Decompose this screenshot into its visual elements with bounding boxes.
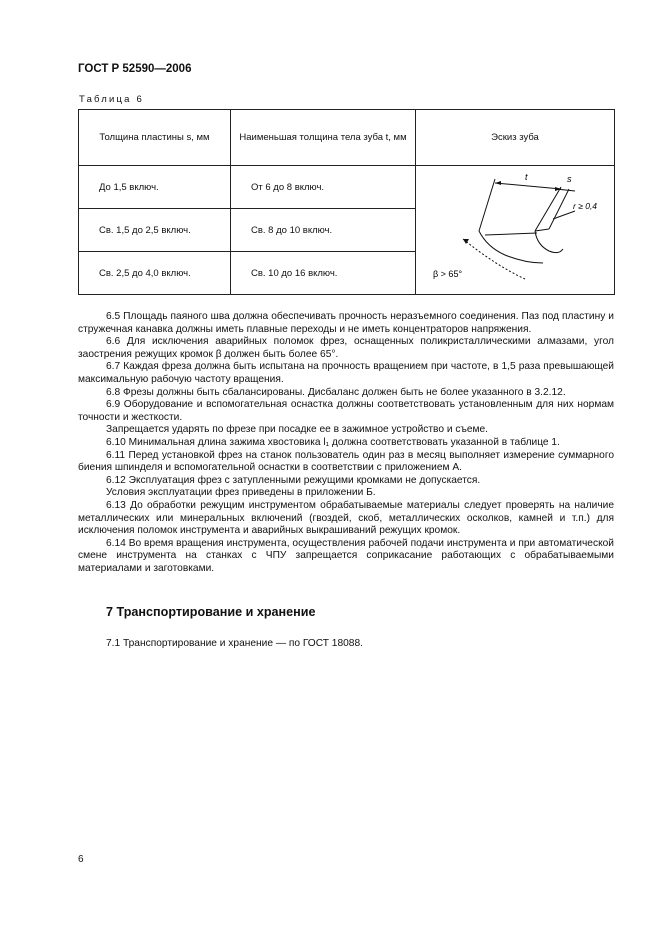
table-cell: От 6 до 8 включ.: [231, 166, 416, 209]
column-header: Наименьшая толщина тела зуба t, мм: [231, 110, 416, 166]
table-cell: Св. 8 до 10 включ.: [231, 209, 416, 252]
tooth-sketch: [425, 169, 605, 289]
arrow-head: [495, 181, 501, 185]
tooth-back-edge: [479, 179, 495, 231]
page-number: 6: [78, 854, 84, 865]
table-row: [79, 166, 615, 209]
table-caption: Таблица 6: [79, 94, 144, 105]
table-6: [78, 109, 615, 295]
plate-tip: [535, 229, 549, 231]
label-beta: β > 65°: [433, 268, 463, 279]
label-radius: r ≥ 0,4: [573, 200, 598, 211]
table-header-row: [79, 110, 615, 166]
plate-front: [549, 189, 569, 229]
paragraph-7-1: 7.1 Транспортирование и хранение — по ГОСТ 18088.: [106, 638, 363, 649]
beta-ray: [485, 233, 537, 235]
standard-header: ГОСТ Р 52590—2006: [78, 63, 192, 75]
paragraph-6-7: 6.7 Каждая фреза должна быть испытана на прочность вращением при частоте, в 1,5 раза превышающей максимальную рабочую частоту вращения.: [78, 361, 614, 385]
section-7-heading: 7 Транспортирование и хранение: [106, 605, 316, 619]
paragraph-6-8: 6.8 Фрезы должны быть сбалансированы. Дисбаланс должен быть не более указанного в 3.2.12.: [106, 386, 566, 398]
paragraph-6-9: 6.9 Оборудование и вспомогательная оснастка должны соответствовать установленным для них нормам точности и жесткости.: [78, 399, 614, 423]
body-text: [78, 311, 614, 575]
paragraph-6-5: 6.5 Площадь паяного шва должна обеспечивать прочность неразъемного соединения. Паз под пластину и стружечная канавка должны иметь плавные переходы и не иметь концентраторов напряжения.: [78, 311, 614, 335]
paragraph-6-13: 6.13 До обработки режущим инструментом обрабатываемые материалы следует проверять на наличие металлических или минеральных включений (гвоздей, скоб, металлических осколков, камней и т.п.) для исключения поломок инструмента и аварийных выкрашиваний режущих кромок.: [78, 499, 614, 537]
plate-back: [535, 187, 561, 231]
paragraph-6-10: 6.10 Минимальная длина зажима хвостовика l₁ должна соответствовать указанной в таблице 1.: [106, 436, 560, 448]
table-cell: Св. 2,5 до 4,0 включ.: [79, 252, 231, 295]
table-cell: Св. 1,5 до 2,5 включ.: [79, 209, 231, 252]
arrow-head: [463, 239, 469, 244]
paragraph-note-conditions: Условия эксплуатации фрез приведены в приложении Б.: [106, 487, 376, 499]
column-header: Толщина пластины s, мм: [79, 110, 231, 166]
table-cell: До 1,5 включ.: [79, 166, 231, 209]
flute-outline: [535, 231, 563, 253]
label-t: t: [525, 171, 528, 182]
table-cell: Св. 10 до 16 включ.: [231, 252, 416, 295]
paragraph-6-11: 6.11 Перед установкой фрез на станок пользователь один раз в месяц выполняет измерение суммарного биения шпинделя и вспомогательной оснастки в соответствии с приложением А.: [78, 449, 614, 474]
dim-line-t: [495, 183, 561, 189]
column-header: Эскиз зуба: [416, 110, 615, 166]
tooth-sketch-cell: [416, 166, 615, 295]
tooth-body-outline: [479, 231, 543, 263]
label-s: s: [567, 173, 572, 184]
paragraph-6-6: 6.6 Для исключения аварийных поломок фрез, оснащенных поликристаллическими алмазами, угол заострения режущих кромок β должен быть более 65°.: [78, 336, 614, 360]
paragraph-6-12: 6.12 Эксплуатация фрез с затупленными режущими кромками не допускается.: [106, 474, 481, 486]
paragraph-6-14: 6.14 Во время вращения инструмента, осуществления рабочей подачи инструмента и при автоматической смене инструмента на станках с ЧПУ запрещается соприкасание работающих с обрабатываемыми материалами и заготовками.: [78, 537, 614, 574]
paragraph-note-impact: Запрещается ударять по фрезе при посадке ее в зажимное устройство и съеме.: [106, 424, 488, 436]
